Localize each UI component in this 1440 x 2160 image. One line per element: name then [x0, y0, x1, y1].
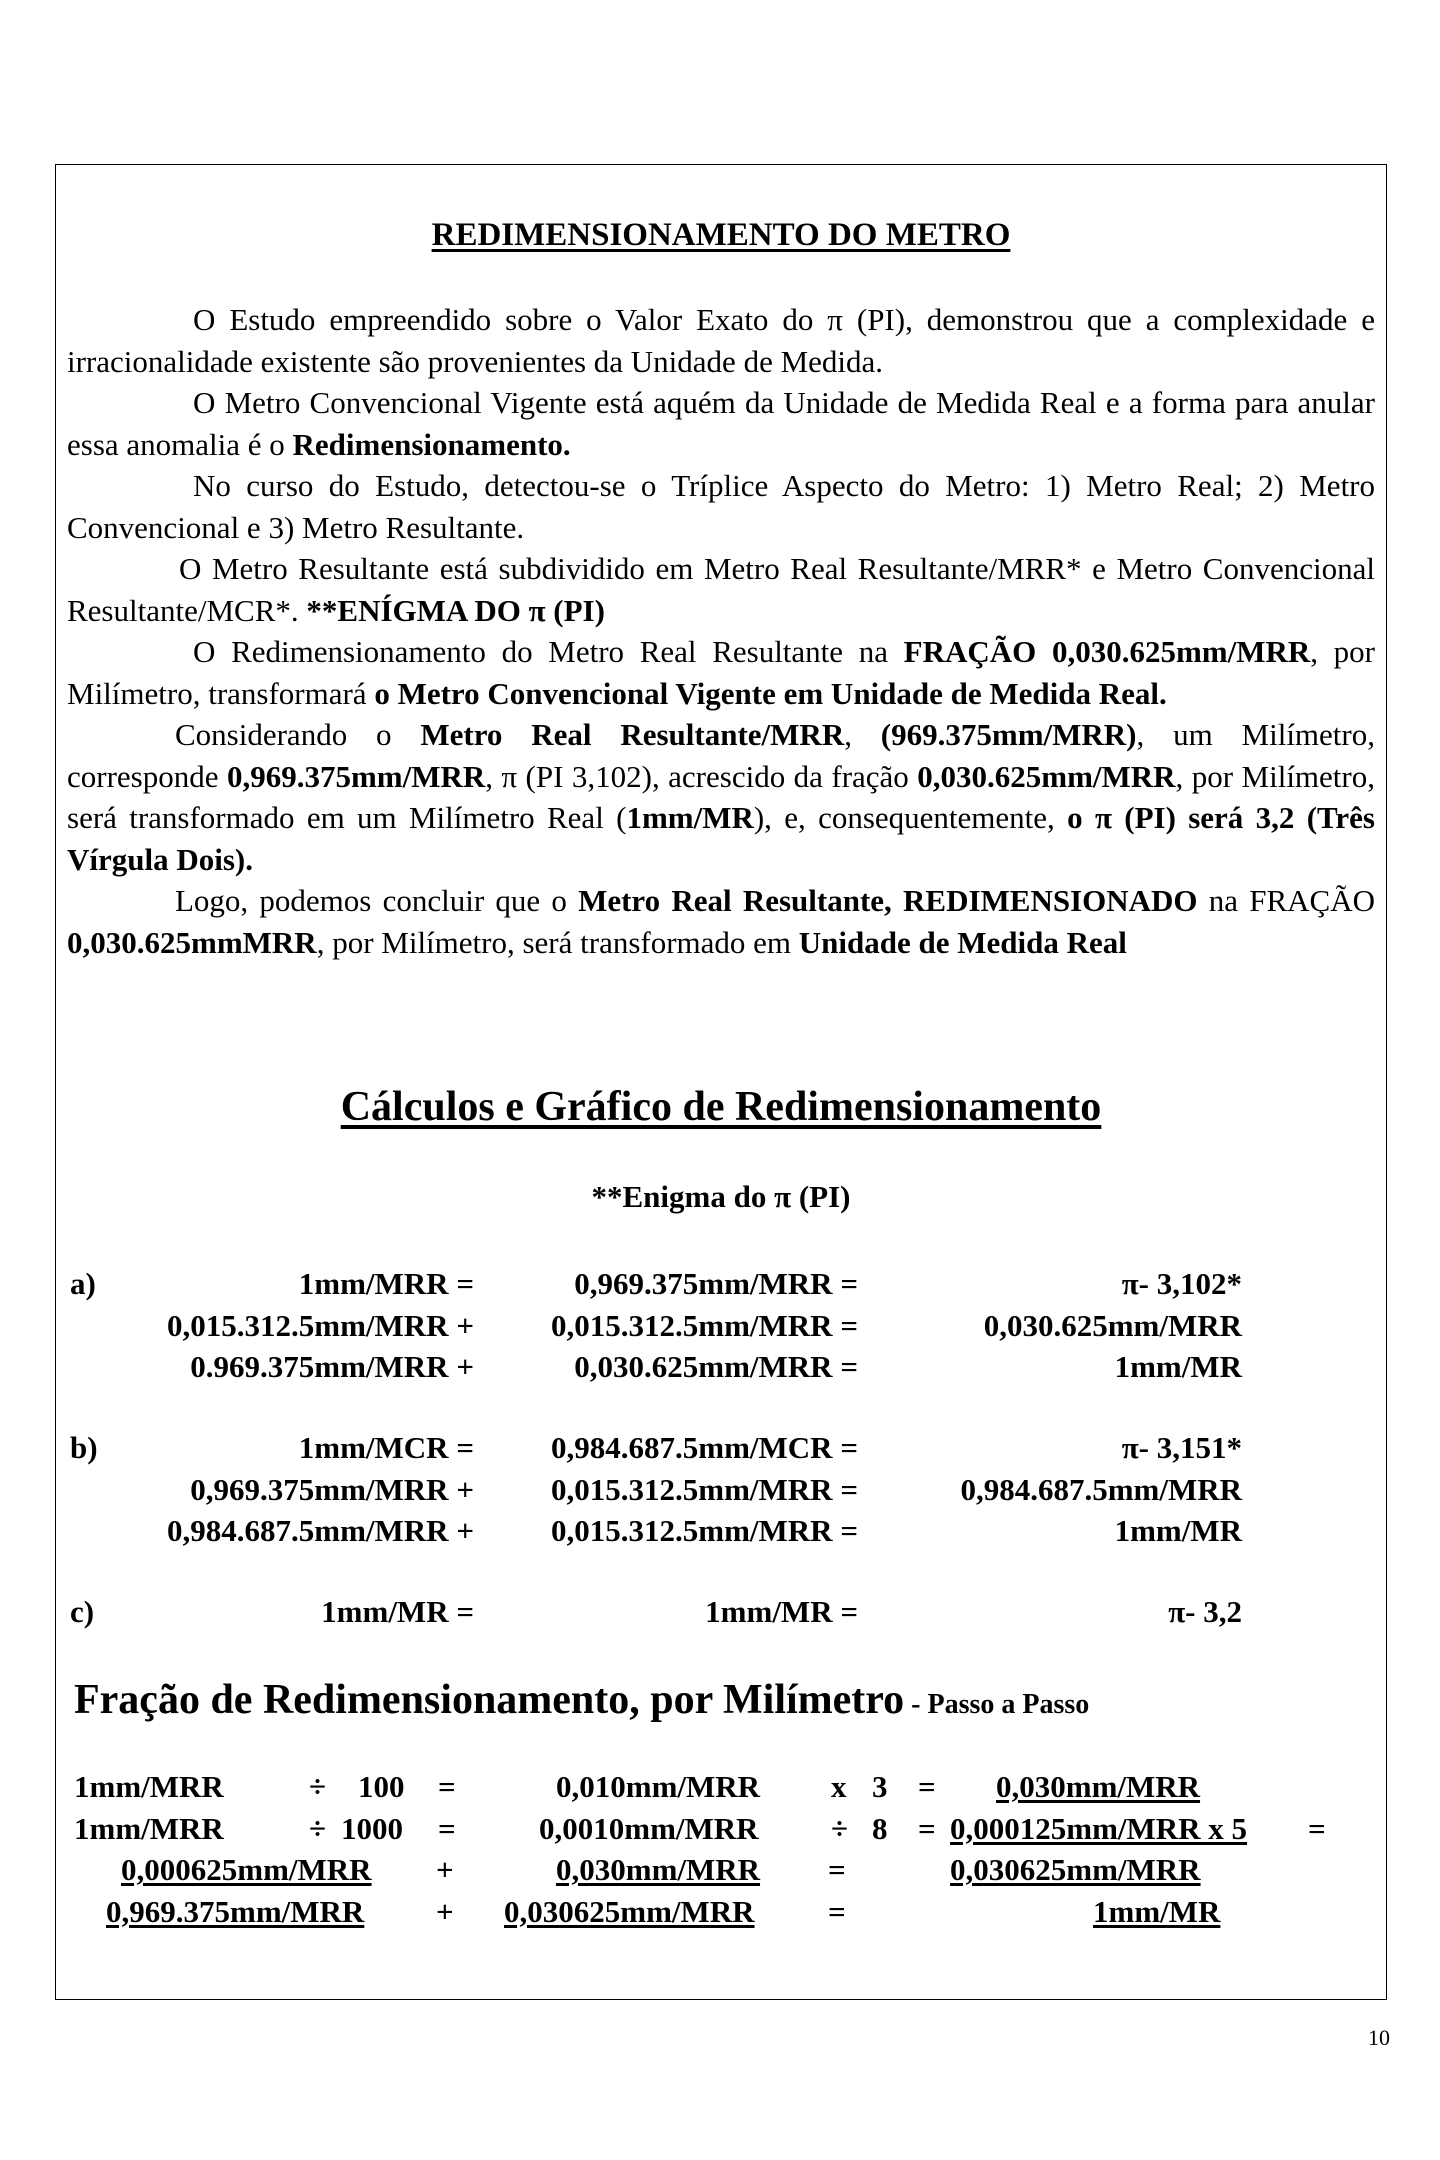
- paragraph-3: No curso do Estudo, detectou-se o Tríplice Aspecto do Metro: 1) Metro Real; 2) Metro Convencional e 3) Metro Resultante.: [67, 468, 1375, 545]
- frac-cell: =: [438, 1810, 456, 1846]
- calc-row: [56, 1510, 1388, 1552]
- frac-cell: 0,0010mm/MRR: [539, 1810, 759, 1846]
- frac-cell: 0,969.375mm/MRR: [106, 1893, 365, 1929]
- calc-cell: 0,984.687.5mm/MRR: [960, 1471, 1242, 1507]
- paragraph-6: Considerando o Metro Real Resultante/MRR, (969.375mm/MRR), um Milímetro, corresponde 0,969.375mm/MRR, π (PI 3,102), acrescido da fração 0,030.625mm/MRR, por Milímetro, será transformado em um Milímetro Real (1mm/MR), e, consequentemente, o π (PI) será 3,2 (Três Vírgula Dois).: [67, 717, 1375, 877]
- frac-cell: 0,000125mm/MRR x 5: [950, 1810, 1248, 1846]
- frac-cell: 1000: [341, 1810, 403, 1846]
- calc-cell: 1mm/MRR =: [298, 1266, 474, 1301]
- calc-cell: 1mm/MR =: [705, 1594, 858, 1629]
- calc-cell: 0,969.375mm/MRR +: [190, 1471, 474, 1507]
- frac-cell: 0,030mm/MRR: [556, 1852, 761, 1887]
- frac-cell: 0,030625mm/MRR: [504, 1893, 755, 1929]
- calc-cell: π- 3,151*: [1121, 1430, 1242, 1465]
- calc-row: [56, 1427, 1388, 1469]
- calc-cell: 0,015.312.5mm/MRR =: [551, 1513, 858, 1548]
- frac-cell: 1mm/MRR: [74, 1810, 224, 1846]
- calc-cell: 1mm/MR =: [321, 1594, 474, 1629]
- calc-cell: 0,015.312.5mm/MRR =: [551, 1471, 858, 1507]
- frac-cell: 0,030625mm/MRR: [950, 1852, 1201, 1887]
- frac-cell: 0,010mm/MRR: [556, 1769, 761, 1804]
- frac-cell: x: [831, 1769, 847, 1804]
- fraction-row: [56, 1852, 1388, 1894]
- page-number: 10: [1368, 2025, 1390, 2050]
- frac-cell: 3: [872, 1769, 888, 1804]
- page-title: REDIMENSIONAMENTO DO METRO: [431, 217, 1011, 253]
- frac-cell: =: [828, 1852, 846, 1887]
- fraction-row: [56, 1769, 1388, 1811]
- frac-cell: +: [436, 1893, 454, 1929]
- calc-cell: 0,015.312.5mm/MRR =: [551, 1307, 858, 1343]
- fraction-row: [56, 1811, 1388, 1853]
- calc-block-a: [56, 1263, 1388, 1388]
- fraction-heading: Fração de Redimensionamento, por Milímetro - Passo a Passo: [74, 1677, 1090, 1723]
- calc-row: [56, 1263, 1388, 1305]
- frac-cell: =: [438, 1769, 456, 1804]
- calc-cell: π- 3,2: [1168, 1594, 1242, 1629]
- page-frame: [55, 164, 1387, 2000]
- calc-cell: 0,984.687.5mm/MCR =: [551, 1430, 858, 1465]
- calc-row: [56, 1346, 1388, 1388]
- calc-block-b: [56, 1427, 1388, 1552]
- calc-cell: 0.969.375mm/MRR +: [190, 1349, 474, 1384]
- enigma-subheading: **Enigma do π (PI): [591, 1179, 851, 1214]
- frac-cell: 1mm/MRR: [74, 1769, 224, 1804]
- calc-label: b): [70, 1430, 98, 1465]
- frac-cell: ÷: [309, 1769, 327, 1804]
- calc-row: [56, 1305, 1388, 1347]
- calc-label: c): [70, 1594, 95, 1629]
- frac-cell: 8: [872, 1810, 888, 1846]
- calc-cell: 0,030.625mm/MRR: [983, 1307, 1242, 1343]
- calc-block-c: [56, 1591, 1388, 1633]
- frac-cell: 0,000625mm/MRR: [121, 1852, 372, 1887]
- calc-cell: 0,984.687.5mm/MRR +: [167, 1513, 474, 1548]
- calc-cell: 1mm/MR: [1114, 1513, 1242, 1548]
- calc-cell: 0,030.625mm/MRR =: [574, 1349, 858, 1384]
- calc-cell: 1mm/MCR =: [298, 1430, 474, 1465]
- paragraph-2: O Metro Convencional Vigente está aquém da Unidade de Medida Real e a forma para anular essa anomalia é o Redimensionamento.: [67, 385, 1375, 462]
- frac-cell: 0,030mm/MRR: [996, 1769, 1201, 1804]
- fraction-row: [56, 1894, 1388, 1936]
- frac-cell: =: [918, 1810, 936, 1846]
- paragraph-5: O Redimensionamento do Metro Real Resultante na FRAÇÃO 0,030.625mm/MRR, por Milímetro, transformará o Metro Convencional Vigente em Unidade de Medida Real.: [67, 634, 1376, 711]
- calc-cell: 0,969.375mm/MRR =: [574, 1266, 858, 1301]
- body-text: [67, 299, 1375, 963]
- paragraph-4: O Metro Resultante está subdividido em Metro Real Resultante/MRR* e Metro Convencional Resultante/MCR*. **ENÍGMA DO π (PI): [67, 551, 1375, 628]
- calc-cell: 0,015.312.5mm/MRR +: [167, 1307, 474, 1343]
- frac-cell: +: [436, 1852, 454, 1887]
- frac-cell: 100: [358, 1769, 405, 1804]
- frac-cell: =: [828, 1893, 846, 1929]
- calc-cell: π- 3,102*: [1121, 1266, 1242, 1301]
- calc-label: a): [70, 1266, 96, 1301]
- frac-cell: 1mm/MR: [1093, 1893, 1221, 1929]
- calc-row: [56, 1591, 1388, 1633]
- calc-row: [56, 1469, 1388, 1511]
- fraction-steps: [56, 1769, 1388, 1935]
- frac-cell: =: [1308, 1810, 1326, 1846]
- calc-heading: Cálculos e Gráfico de Redimensionamento: [340, 1084, 1102, 1130]
- frac-cell: =: [918, 1769, 936, 1804]
- frac-cell: ÷: [831, 1810, 849, 1846]
- paragraph-7: Logo, podemos concluir que o Metro Real Resultante, REDIMENSIONADO na FRAÇÃO 0,030.625mmMRR, por Milímetro, será transformado em Unidade de Medida Real: [67, 883, 1376, 960]
- calc-cell: 1mm/MR: [1114, 1349, 1242, 1384]
- frac-cell: ÷: [309, 1810, 327, 1846]
- paragraph-1: O Estudo empreendido sobre o Valor Exato do π (PI), demonstrou que a complexidade e irracionalidade existente são provenientes da Unidade de Medida.: [67, 302, 1375, 379]
